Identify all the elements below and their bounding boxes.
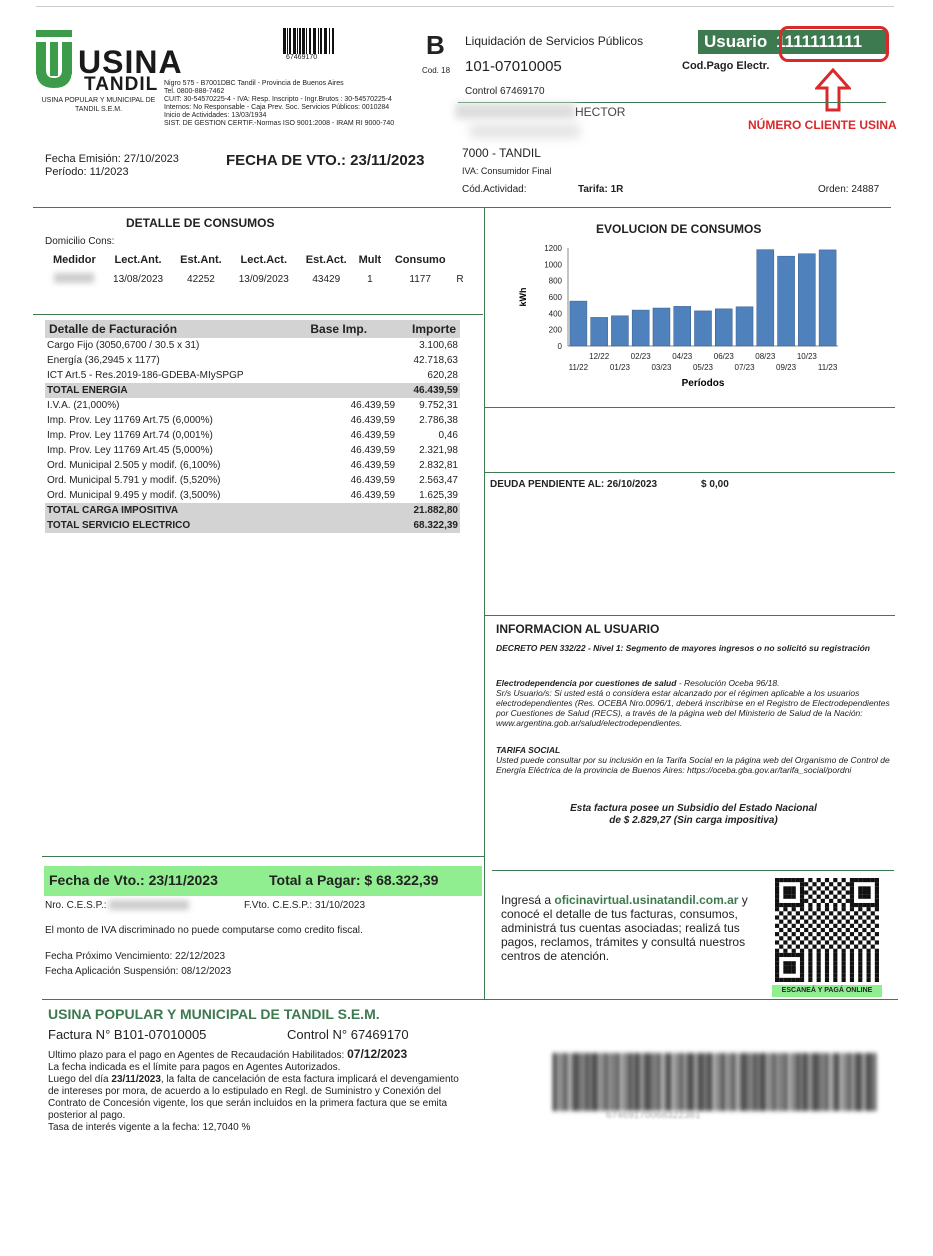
pay-fecha-vto: Fecha de Vto.: 23/11/2023	[49, 872, 218, 888]
chart-bar	[653, 308, 670, 346]
th-detalle: Detalle de Facturación	[45, 320, 287, 338]
chart-bar	[798, 254, 815, 346]
fecha-vto-header: FECHA DE VTO.: 23/11/2023	[226, 152, 425, 169]
consumos-divider	[33, 314, 483, 315]
footer-line3-pre: Luego del día	[48, 1074, 112, 1085]
chart-bar	[674, 306, 691, 346]
cesp-label: Nro. C.E.S.P.:	[45, 900, 107, 911]
company-inicio: Inicio de Actividades: 13/03/1934	[164, 112, 267, 119]
footer-factura: Factura N° B101-07010005	[48, 1027, 207, 1042]
invoice-letter: B	[426, 30, 445, 60]
y-tick-label: 600	[548, 293, 562, 302]
x-tick-label: 09/23	[776, 363, 797, 372]
logo-brand: USINA	[78, 44, 183, 80]
company-cuit: CUIT: 30-54570225-4 - IVA: Resp. Inscripto - Ingr.Brutos : 30-54570225-4	[164, 96, 392, 103]
cell-base: 46.439,59	[350, 415, 396, 426]
table-row	[45, 458, 460, 473]
tarifa: Tarifa: 1R	[578, 184, 624, 195]
company-iso: SIST. DE GESTION CERTIF.-Normas ISO 9001:2008 - IRAM RI 9000-740	[164, 120, 395, 127]
x-axis-label: Períodos	[681, 378, 725, 389]
chart-bar	[778, 256, 795, 346]
client-address-redacted	[470, 124, 580, 138]
footer-text	[48, 1048, 468, 1134]
tarifa-social-body: Usted puede consultar por su inclusión en la Tarifa Social en la página web del Organismo de Control de Energía Eléctrica de la provincia de Buenos Aires: https://oceba.gba.gov.ar/tarifa_social/pordni	[496, 755, 890, 775]
th-est-act: Est.Act.	[305, 254, 347, 266]
company-address: Nigro 575 - B7001DBC Tandil - Provincia de Buenos Aires	[164, 80, 344, 87]
tarifa-social-title: TARIFA SOCIAL	[496, 745, 561, 755]
client-name: HECTOR	[575, 105, 626, 119]
cell-base: 46.439,59	[350, 400, 396, 411]
footer-control: Control N° 67469170	[287, 1027, 409, 1042]
fvto-cesp: F.Vto. C.E.S.P.: 31/10/2023	[244, 900, 366, 911]
chart-bar	[632, 310, 649, 346]
client-name-redacted	[455, 103, 575, 119]
y-tick-label: 1200	[544, 244, 562, 253]
center-divider	[484, 207, 485, 1000]
vencimientos	[45, 949, 231, 979]
chart-bar	[694, 311, 711, 346]
electro-body: Sr/s Usuario/s: Si usted está o considera estar alcanzado por el régimen aplicable a los usuarios electrodependientes (Res. OCEBA Nro.0096/1, deberá inscribirse en el Registro de Electrodependientes por Cuestiones de Salud (RECS), a través de la página web del Ministerio de Salud de la Nación: www.argentina.gob.ar/salud/electrodependientes.	[496, 688, 890, 728]
company-phone: Tel. 0800-888-7462	[164, 88, 225, 95]
y-tick-label: 1000	[544, 260, 562, 270]
annotation-label: NÚMERO CLIENTE USINA	[748, 118, 897, 132]
top-border	[36, 6, 894, 7]
cell-base	[287, 353, 397, 368]
cell-importe: 42.718,63	[413, 355, 458, 366]
usuario-label: Usuario	[704, 32, 768, 51]
y-tick-label: 200	[548, 325, 562, 335]
x-tick-label: 04/23	[672, 352, 693, 361]
cell-detalle: Ord. Municipal 9.495 y modif. (3,500%)	[47, 490, 221, 501]
facturacion-table	[45, 320, 460, 533]
th-consumo: Consumo	[394, 254, 446, 266]
subsidio-line-1: Esta factura posee un Subsidio del Estado Nacional	[570, 803, 817, 814]
x-tick-label: 02/23	[630, 352, 651, 361]
consumos-title: DETALLE DE CONSUMOS	[126, 216, 275, 230]
x-tick-label: 05/23	[692, 363, 714, 372]
oficina-link[interactable]: oficinavirtual.usinatandil.com.ar	[554, 893, 739, 907]
chart-bar	[757, 250, 774, 346]
top-barcode-number: 67469170	[286, 54, 318, 61]
cell-detalle: TOTAL SERVICIO ELECTRICO	[45, 518, 287, 533]
invoice-code: Cod. 18	[422, 66, 451, 75]
consumption-chart	[508, 240, 848, 390]
pay-total: Total a Pagar: $ 68.322,39	[269, 872, 439, 888]
cell-base	[287, 518, 397, 533]
oficina-body: y conocé el detalle de tus facturas, consumos, administrá tus cuentas asociadas; realizá tus pagos, reclamos, trámites y consultá nuestros centros de atención.	[501, 893, 748, 963]
cell-detalle: Cargo Fijo (3050,6700 / 30.5 x 31)	[47, 340, 200, 351]
info-divider	[485, 615, 895, 616]
x-tick-label: 01/23	[609, 363, 630, 372]
table-row	[45, 473, 460, 488]
document-title: Liquidación de Servicios Públicos	[465, 34, 644, 48]
cell-importe: 1.625,39	[419, 490, 458, 501]
cell-importe: 21.882,80	[397, 503, 460, 518]
footer-line4: Tasa de interés vigente a la fecha: 12,7040 %	[48, 1122, 251, 1133]
table-row	[45, 338, 460, 353]
highlight-ring	[779, 26, 889, 62]
cod-pago-label: Cod.Pago Electr.	[682, 60, 770, 72]
document-number: 101-07010005	[465, 58, 562, 75]
y-tick-label: 0	[557, 342, 562, 351]
table-row	[45, 518, 460, 533]
cell-consumo: 1177	[409, 274, 431, 285]
x-tick-label: 11/22	[568, 363, 589, 372]
x-tick-label: 06/23	[713, 352, 734, 361]
cell-base	[287, 368, 397, 383]
th-lect-ant: Lect.Ant.	[114, 254, 162, 266]
th-est-ant: Est.Ant.	[180, 254, 222, 266]
th-tipo	[455, 252, 465, 268]
x-tick-label: 12/22	[589, 352, 610, 361]
cell-detalle: Energía (36,2945 x 1177)	[47, 355, 160, 366]
y-axis-label: kWh	[518, 287, 528, 307]
cell-detalle: Ord. Municipal 2.505 y modif. (6,100%)	[47, 460, 221, 471]
chart-title: EVOLUCION DE CONSUMOS	[596, 222, 762, 236]
chart-bar	[611, 316, 628, 346]
fecha-emision: Fecha Emisión: 27/10/2023	[45, 153, 179, 165]
cell-detalle: ICT Art.5 - Res.2019-186-GDEBA-MIySPGP	[47, 370, 244, 381]
table-row	[45, 413, 460, 428]
chart-bar	[715, 309, 732, 346]
cell-mult: 1	[367, 274, 373, 285]
chart-bar	[570, 301, 587, 346]
cell-importe: 9.752,31	[419, 400, 458, 411]
company-internos: Internos: No Responsable - Caja Prev. Soc. Servicios Públicos: 0010284	[164, 104, 390, 111]
logo-u-icon	[36, 30, 72, 88]
monto-iva-note: El monto de IVA discriminado no puede computarse como credito fiscal.	[45, 925, 363, 936]
chart-divider	[485, 407, 895, 408]
th-lect-act: Lect.Act.	[240, 254, 288, 266]
x-tick-label: 03/23	[651, 363, 672, 372]
subsidio-block	[496, 803, 891, 827]
cell-detalle: I.V.A. (21,000%)	[47, 400, 120, 411]
footer-line3-date: 23/11/2023	[111, 1074, 161, 1085]
cell-importe: 2.786,38	[419, 415, 458, 426]
electro-title: Electrodependencia por cuestiones de salud	[496, 678, 677, 688]
x-tick-label: 07/23	[734, 363, 755, 372]
table-row	[45, 398, 460, 413]
document-control: Control 67469170	[465, 86, 545, 97]
bottom-barcode	[553, 1053, 878, 1111]
cell-detalle: Imp. Prov. Ley 11769 Art.45 (5,000%)	[47, 445, 213, 456]
x-tick-label: 11/23	[817, 363, 838, 372]
logo-caption: USINA POPULAR Y MUNICIPAL DE TANDIL S.E.M.	[41, 97, 156, 113]
cell-detalle: Imp. Prov. Ley 11769 Art.74 (0,001%)	[47, 430, 213, 441]
cell-importe: 0,46	[438, 430, 458, 441]
cell-importe: 3.100,68	[419, 340, 458, 351]
periodo: Período: 11/2023	[45, 166, 129, 178]
info-electro	[496, 678, 891, 728]
pay-divider	[42, 856, 484, 857]
info-title: INFORMACION AL USUARIO	[496, 622, 660, 636]
cell-base: 46.439,59	[350, 430, 396, 441]
domicilio-label: Domicilio Cons:	[45, 236, 115, 247]
cell-importe: 2.832,81	[419, 460, 458, 471]
cell-importe: 620,28	[427, 370, 458, 381]
usuario-number: 1111111111	[776, 32, 863, 51]
deuda-value: $ 0,00	[701, 479, 729, 490]
orden: Orden: 24887	[818, 184, 880, 195]
deuda-label: DEUDA PENDIENTE AL: 26/10/2023	[490, 479, 658, 490]
cell-detalle: Imp. Prov. Ley 11769 Art.75 (6,000%)	[47, 415, 213, 426]
usina-logo	[36, 30, 183, 113]
th-mult: Mult	[358, 254, 382, 266]
table-row	[45, 428, 460, 443]
y-tick-label: 800	[548, 276, 562, 286]
th-importe: Importe	[397, 320, 460, 338]
consumos-table	[45, 252, 465, 291]
client-city: 7000 - TANDIL	[462, 146, 541, 160]
footer-divider	[42, 999, 898, 1000]
footer-line2: La fecha indicada es el límite para pagos en Agentes Autorizados.	[48, 1062, 341, 1073]
top-barcode	[283, 28, 338, 54]
cod-actividad: Cód.Actividad:	[462, 184, 527, 195]
prox-vencimiento: Fecha Próximo Vencimiento: 22/12/2023	[45, 951, 226, 962]
table-row	[45, 383, 460, 398]
cell-detalle: Ord. Municipal 5.791 y modif. (5,520%)	[47, 475, 221, 486]
qr-code-icon[interactable]	[775, 878, 879, 982]
table-row	[45, 503, 460, 518]
cell-importe: 2.563,47	[419, 475, 458, 486]
footer-line1-date: 07/12/2023	[347, 1047, 408, 1061]
oficina-divider	[492, 870, 894, 871]
table-row	[45, 368, 460, 383]
oficina-prefix: Ingresá a	[501, 893, 555, 907]
cesp-redacted	[109, 900, 189, 910]
info-decreto: DECRETO PEN 332/22 - Nivel 1: Segmento de mayores ingresos o no solicitó su registración	[496, 643, 870, 653]
chart-bar	[591, 317, 608, 346]
footer-line1: Ultimo plazo para el pago en Agentes de Recaudación Habilitados:	[48, 1050, 348, 1061]
footer-company: USINA POPULAR Y MUNICIPAL DE TANDIL S.E.M.	[48, 1006, 380, 1022]
info-tarifa	[496, 745, 891, 775]
x-tick-label: 10/23	[796, 352, 817, 361]
cell-lect-act: 13/09/2023	[238, 274, 289, 285]
fecha-suspension: Fecha Aplicación Suspensión: 08/12/2023	[45, 966, 232, 977]
cell-base	[287, 383, 397, 398]
cell-base	[287, 503, 397, 518]
cell-tipo: R	[456, 274, 464, 285]
bottom-barcode-number: 67469170068322381	[606, 1110, 701, 1121]
logo-city: TANDIL	[84, 74, 159, 95]
emision-block	[45, 153, 179, 179]
company-info	[164, 80, 424, 128]
th-medidor: Medidor	[52, 254, 96, 266]
cell-base: 46.439,59	[350, 460, 396, 471]
table-row	[45, 268, 465, 291]
table-row	[45, 353, 460, 368]
cell-detalle: TOTAL ENERGIA	[45, 383, 287, 398]
client-iva: IVA: Consumidor Final	[462, 166, 552, 176]
cell-detalle: TOTAL CARGA IMPOSITIVA	[45, 503, 287, 518]
table-row	[45, 488, 460, 503]
medidor-redacted	[45, 268, 104, 291]
cell-importe: 68.322,39	[397, 518, 460, 533]
table-row	[45, 443, 460, 458]
cell-importe: 2.321,98	[419, 445, 458, 456]
domicilio	[45, 236, 173, 247]
subsidio-line-2: de $ 2.829,27 (Sin carga impositiva)	[609, 815, 778, 826]
cell-est-ant: 42252	[187, 274, 215, 285]
main-top-divider	[33, 207, 891, 208]
cell-base: 46.439,59	[350, 445, 396, 456]
cell-base	[287, 338, 397, 353]
cell-importe: 46.439,59	[397, 383, 460, 398]
footer-line3-post: , la falta de cancelación de esta factura implicará el devengamiento de intereses por mora, de acuerdo a lo estipulado en Regl. de Suministro y Conexión del Contrato de Concesión vigente, los que serán incluidos en la primera factura que se emita posterior al pago.	[48, 1074, 459, 1121]
x-tick-label: 08/23	[755, 352, 776, 361]
cell-base: 46.439,59	[350, 475, 396, 486]
oficina-text	[501, 893, 761, 963]
cell-base: 46.439,59	[350, 490, 396, 501]
cesp	[45, 900, 189, 911]
domicilio-redacted	[117, 236, 173, 247]
pay-band	[44, 866, 482, 896]
electro-ref: - Resolución Oceba 96/18.	[676, 678, 780, 688]
th-base: Base Imp.	[287, 320, 397, 338]
cell-lect-ant: 13/08/2023	[113, 274, 164, 285]
deuda-divider	[485, 472, 895, 473]
up-arrow-icon	[815, 68, 851, 112]
chart-bar	[736, 307, 753, 346]
y-tick-label: 400	[548, 309, 562, 319]
qr-caption: ESCANEÁ Y PAGÁ ONLINE	[772, 985, 882, 997]
chart-bar	[819, 250, 836, 346]
cell-est-act: 43429	[312, 274, 341, 285]
